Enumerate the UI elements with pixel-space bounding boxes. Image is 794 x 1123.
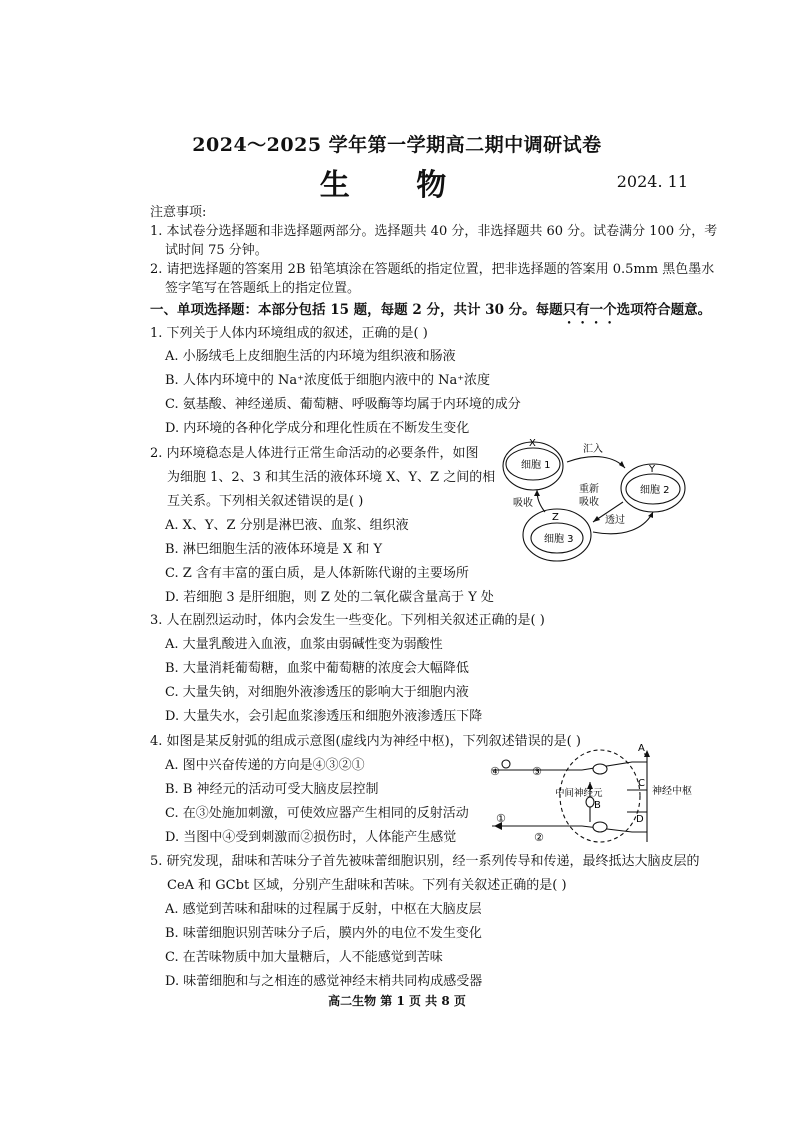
receptor-circle: [502, 760, 510, 768]
q2-stem-line1: 2. 内环境稳态是人体进行正常生命活动的必要条件，如图: [150, 446, 479, 461]
q5-option-c: C. 在苦味物质中加大量糖后，人不能感觉到苦味: [165, 950, 443, 965]
arrow-label-chongxin-2: 吸收: [579, 497, 599, 508]
q4-option-c: C. 在③处施加刺激，可使效应器产生相同的反射活动: [165, 806, 469, 821]
label-d: D: [636, 814, 644, 825]
notice-item1-line2: 试时间 75 分钟。: [165, 243, 268, 258]
q2-stem-line2: 为细胞 1、2、3 和其生活的液体环境 X、Y、Z 之间的相: [167, 470, 496, 485]
q4-option-a: A. 图中兴奋传递的方向是④③②①: [165, 758, 365, 773]
q3-option-d: D. 大量失水，会引起血浆渗透压和细胞外液渗透压下降: [165, 709, 483, 724]
q2-option-a: A. X、Y、Z 分别是淋巴液、血浆、组织液: [165, 518, 409, 533]
q5-stem-line2: CeA 和 GCbt 区域，分别产生甜味和苦味。下列有关叙述正确的是( ): [167, 878, 567, 893]
fluid-z-label: Z: [552, 512, 559, 523]
interneuron-label: 中间神经元: [555, 788, 603, 799]
fluid-y-label: Y: [649, 464, 656, 475]
q1-option-a: A. 小肠绒毛上皮细胞生活的内环境为组织液和肠液: [165, 349, 456, 364]
exam-title: 2024～2025 学年第一学期高二期中调研试卷: [192, 134, 602, 156]
label-4: ④: [490, 765, 500, 778]
arrow-label-chongxin-1: 重新: [579, 484, 599, 495]
upper-soma: [593, 764, 607, 774]
q5-option-a: A. 感觉到苦味和甜味的过程属于反射，中枢在大脑皮层: [165, 902, 482, 917]
arrow-label-shentou: 透过: [605, 515, 625, 526]
q2-option-d: D. 若细胞 3 是肝细胞，则 Z 处的二氧化碳含量高于 Y 处: [165, 590, 494, 605]
notice-heading: 注意事项:: [150, 205, 207, 220]
arrow-x-to-y: [567, 457, 625, 468]
notice-item1-line1: 1. 本试卷分选择题和非选择题两部分。选择题共 40 分，非选择题共 60 分。试卷满分 100 分，考: [150, 224, 718, 239]
q5-stem-line1: 5. 研究发现，甜味和苦味分子首先被味蕾细胞识别，经一系列传导和传递，最终抵达大脑皮层的: [150, 854, 700, 869]
q1-option-c: C. 氨基酸、神经递质、葡萄糖、呼吸酶等均属于内环境的成分: [165, 397, 521, 412]
label-3: ③: [532, 765, 542, 778]
label-2: ②: [534, 831, 544, 844]
q4-stem: 4. 如图是某反射弧的组成示意图(虚线内为神经中枢)，下列叙述错误的是( ): [150, 734, 581, 749]
arrow-label-huiru: 汇入: [583, 444, 603, 455]
q5-option-d: D. 味蕾细胞和与之相连的感觉神经末梢共同构成感受器: [165, 974, 483, 989]
q3-option-a: A. 大量乳酸进入血液，血浆由弱碱性变为弱酸性: [165, 637, 443, 652]
arrowhead-z-to-x: [534, 490, 540, 496]
section1-emphasis: 只有一个: [562, 302, 617, 318]
cell2-label: 细胞 2: [640, 485, 670, 496]
notice-item2-line2: 签字笔写在答题纸上的指定位置。: [165, 281, 361, 296]
subject-title: 生 物: [319, 168, 475, 203]
arrowhead-y-to-z: [593, 516, 600, 522]
arrow-label-xishou: 吸收: [513, 498, 533, 509]
q4-option-d: D. 当图中④受到刺激而②损伤时，人体能产生感觉: [165, 830, 457, 845]
section1-heading: [150, 301, 711, 327]
q4-option-b: B. B 神经元的活动可受大脑皮层控制: [165, 782, 379, 797]
cell1-label: 细胞 1: [521, 460, 551, 471]
section1-suffix: 选项符合题意。: [616, 302, 712, 318]
label-a: A: [638, 743, 645, 754]
label-c: C: [638, 778, 645, 789]
q1-stem: 1. 下列关于人体内环境组成的叙述，正确的是( ): [150, 326, 428, 341]
arrowhead-x-to-y: [619, 461, 625, 468]
q4-reflex-arc-diagram: [482, 742, 712, 846]
cell3-label: 细胞 3: [544, 534, 574, 545]
neuron-lower-link: [582, 826, 647, 832]
section1-prefix: 一、单项选择题：本部分包括 15 题，每题 2 分，共计 30 分。每题: [150, 302, 563, 318]
nerve-center-label: 神经中枢: [652, 786, 692, 797]
q1-option-d: D. 内环境的各种化学成分和理化性质在不断发生变化: [165, 421, 470, 436]
label-b: B: [594, 800, 601, 811]
fluid-x-label: X: [529, 438, 536, 449]
q1-option-b: B. 人体内环境中的 Na⁺浓度低于细胞内液中的 Na⁺浓度: [165, 373, 491, 388]
q2-stem-line3: 互关系。下列相关叙述错误的是( ): [167, 494, 364, 509]
lower-soma: [593, 822, 607, 832]
exam-date: 2024. 11: [616, 172, 688, 191]
q2-option-b: B. 淋巴细胞生活的液体环境是 X 和 Y: [165, 542, 383, 557]
q3-stem: 3. 人在剧烈运动时，体内会发生一些变化。下列相关叙述正确的是( ): [150, 613, 545, 628]
notice-item2-line1: 2. 请把选择题的答案用 2B 铅笔填涂在答题纸的指定位置，把非选择题的答案用 0.5mm 黑色墨水: [150, 262, 715, 277]
q5-option-b: B. 味蕾细胞识别苦味分子后，膜内外的电位不发生变化: [165, 926, 482, 941]
q2-option-c: C. Z 含有丰富的蛋白质，是人体新陈代谢的主要场所: [165, 566, 469, 581]
q2-diagram: [495, 432, 695, 582]
neuron-upper-link: [582, 762, 647, 770]
page-footer: 高二生物 第 1 页 共 8 页: [328, 994, 466, 1008]
label-1: ①: [496, 812, 506, 825]
q3-option-c: C. 大量失钠，对细胞外液渗透压的影响大于细胞内液: [165, 685, 469, 700]
q3-option-b: B. 大量消耗葡萄糖，血浆中葡萄糖的浓度会大幅降低: [165, 661, 469, 676]
